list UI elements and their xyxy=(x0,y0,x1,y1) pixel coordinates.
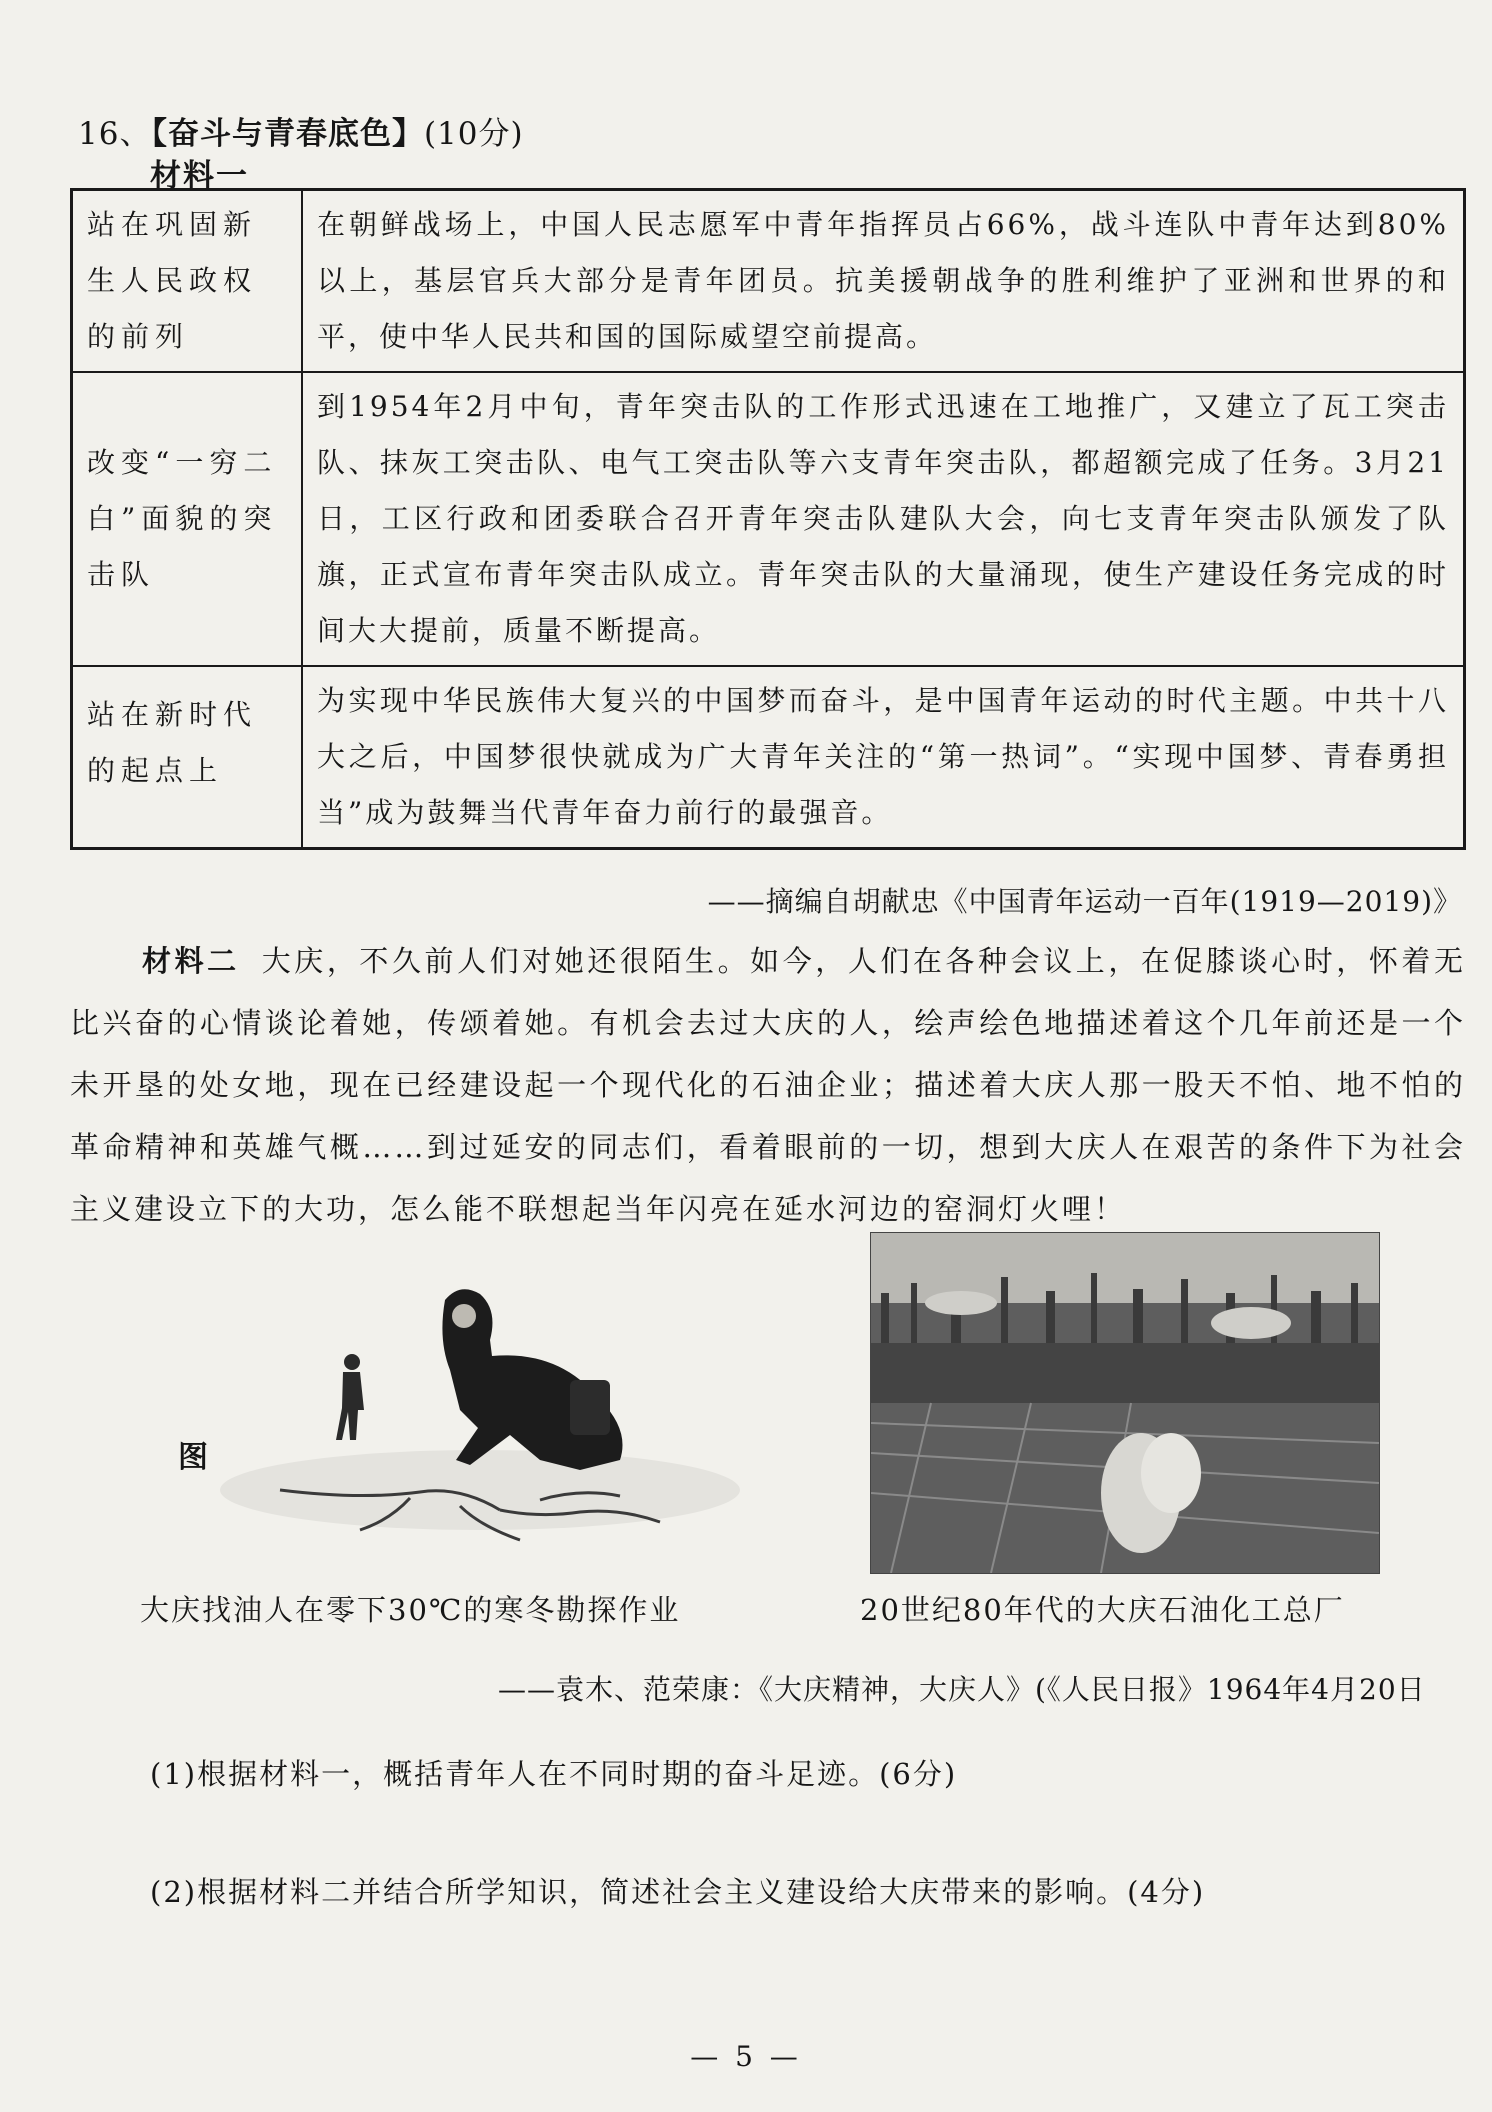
material2-paragraph xyxy=(70,930,1466,1240)
row-content: 到1954年2月中旬，青年突击队的工作形式迅速在工地推广，又建立了瓦工突击队、抹灰工突击队、电气工突击队等六支青年突击队，都超额完成了任务。3月21日，工区行政和团委联合召开青年突击队建队大会，向七支青年突击队颁发了队旗，正式宣布青年突击队成立。青年突击队的大量涌现，使生产建设任务完成的时间大大提前，质量不断提高。 xyxy=(302,372,1465,666)
material1-source: ——摘编自胡献忠《中国青年运动一百年(1919—2019)》 xyxy=(707,885,1462,918)
row-heading: 站在巩固新生人民政权的前列 xyxy=(72,190,303,373)
figure-mark: 图 xyxy=(178,1440,208,1475)
question-topic: 【奋斗与青春底色】 xyxy=(151,116,424,152)
question-score: (10分) xyxy=(423,116,524,152)
caption-prospector: 大庆找油人在零下30℃的寒冬勘探作业 xyxy=(140,1593,681,1627)
material1-table xyxy=(70,188,1466,850)
row-heading: 站在新时代的起点上 xyxy=(72,666,303,849)
row-content: 为实现中华民族伟大复兴的中国梦而奋斗，是中国青年运动的时代主题。中共十八大之后，中国梦很快就成为广大青年关注的“第一热词”。“实现中国梦、青春勇担当”成为鼓舞当代青年奋力前行的最强音。 xyxy=(302,666,1465,849)
row-content: 在朝鲜战场上，中国人民志愿军中青年指挥员占66%，战斗连队中青年达到80%以上，基层官兵大部分是青年团员。抗美援朝战争的胜利维护了亚洲和世界的和平，使中华人民共和国的国际威望空前提高。 xyxy=(302,190,1465,373)
subquestion-1: (1)根据材料一，概括青年人在不同时期的奋斗足迹。(6分) xyxy=(150,1757,958,1791)
material1-label: 材料一 xyxy=(150,158,249,194)
material2-label: 材料二 xyxy=(142,944,240,978)
table-row xyxy=(72,372,1465,666)
caption-plant: 20世纪80年代的大庆石油化工总厂 xyxy=(860,1593,1345,1627)
table-row xyxy=(72,666,1465,849)
subquestion-2: (2)根据材料二并结合所学知识，简述社会主义建设给大庆带来的影响。(4分) xyxy=(150,1875,1206,1909)
material2-text: 大庆，不久前人们对她还很陌生。如今，人们在各种会议上，在促膝谈心时，怀着无比兴奋的心情谈论着她，传颂着她。有机会去过大庆的人，绘声绘色地描述着这个几年前还是一个未开垦的处女地，现在已经建设起一个现代化的石油企业；描述着大庆人那一股天不怕、地不怕的革命精神和英雄气概……到过延安的同志们，看着眼前的一切，想到大庆人在艰苦的条件下为社会主义建设立下的大功，怎么能不联想起当年闪亮在延水河边的窑洞灯火哩！ xyxy=(70,944,1466,1226)
petrochemical-plant-photo xyxy=(870,1232,1380,1574)
table-row xyxy=(72,190,1465,373)
material2-source: ——袁木、范荣康：《大庆精神，大庆人》(《人民日报》1964年4月20日 xyxy=(498,1673,1426,1706)
page-number: — 5 — xyxy=(690,2040,802,2073)
prospector-photo xyxy=(160,1260,740,1550)
question-title xyxy=(78,108,524,153)
row-heading: 改变“一穷二白”面貌的突击队 xyxy=(72,372,303,666)
question-number: 16、 xyxy=(78,116,152,152)
